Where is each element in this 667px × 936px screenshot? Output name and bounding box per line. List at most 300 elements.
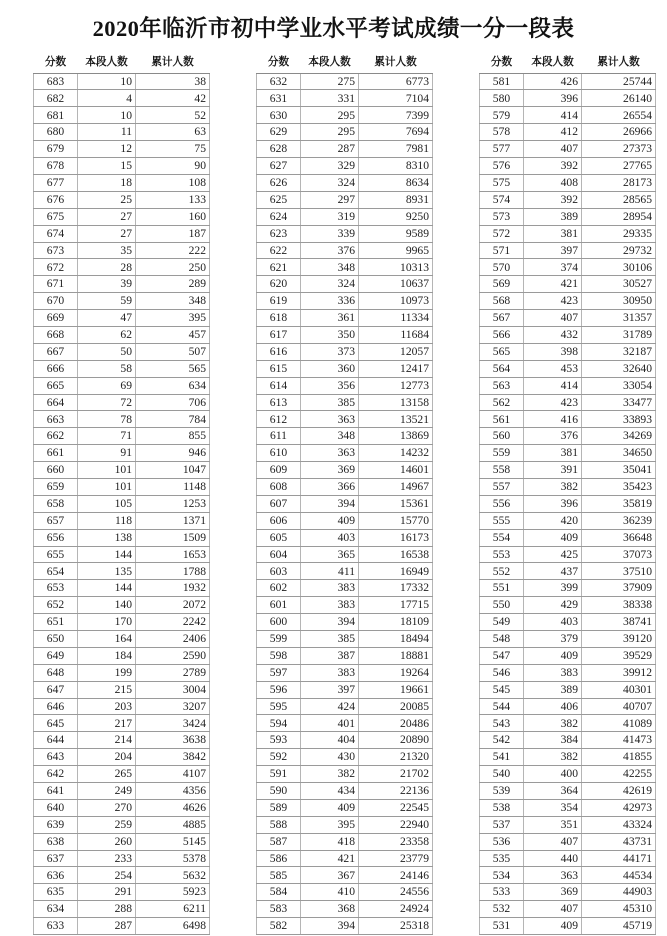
- cell-score: 579: [480, 107, 524, 124]
- table-row: [257, 310, 433, 327]
- cell-segment-count: 11: [78, 124, 136, 141]
- cell-segment-count: 363: [301, 411, 359, 428]
- cell-segment-count: 407: [524, 833, 582, 850]
- cell-segment-count: 392: [524, 158, 582, 175]
- cell-score: 631: [257, 90, 301, 107]
- cell-segment-count: 331: [301, 90, 359, 107]
- cell-cumulative-count: 33054: [582, 377, 656, 394]
- table-row: [34, 360, 210, 377]
- cell-score: 553: [480, 546, 524, 563]
- cell-cumulative-count: 35819: [582, 495, 656, 512]
- cell-segment-count: 360: [301, 360, 359, 377]
- cell-segment-count: 383: [301, 580, 359, 597]
- cell-cumulative-count: 44903: [582, 884, 656, 901]
- cell-score: 587: [257, 833, 301, 850]
- table-row: [480, 833, 656, 850]
- table-row: [480, 512, 656, 529]
- cell-score: 663: [34, 411, 78, 428]
- table-row: [34, 850, 210, 867]
- cell-score: 552: [480, 563, 524, 580]
- table-row: [34, 732, 210, 749]
- cell-segment-count: 10: [78, 73, 136, 90]
- cell-cumulative-count: 12057: [359, 343, 433, 360]
- cell-segment-count: 409: [524, 529, 582, 546]
- cell-cumulative-count: 1253: [136, 495, 210, 512]
- cell-cumulative-count: 44171: [582, 850, 656, 867]
- cell-score: 629: [257, 124, 301, 141]
- cell-score: 653: [34, 580, 78, 597]
- cell-score: 678: [34, 158, 78, 175]
- cell-segment-count: 47: [78, 310, 136, 327]
- cell-cumulative-count: 16538: [359, 546, 433, 563]
- cell-segment-count: 373: [301, 343, 359, 360]
- table-row: [257, 597, 433, 614]
- table-row: [34, 276, 210, 293]
- cell-cumulative-count: 90: [136, 158, 210, 175]
- cell-score: 608: [257, 478, 301, 495]
- cell-segment-count: 27: [78, 208, 136, 225]
- cell-score: 575: [480, 174, 524, 191]
- cell-segment-count: 382: [524, 715, 582, 732]
- table-row: [480, 749, 656, 766]
- cell-cumulative-count: 250: [136, 259, 210, 276]
- cell-cumulative-count: 34269: [582, 428, 656, 445]
- cell-segment-count: 12: [78, 141, 136, 158]
- cell-score: 651: [34, 614, 78, 631]
- table-row: [480, 259, 656, 276]
- cell-score: 614: [257, 377, 301, 394]
- cell-cumulative-count: 30527: [582, 276, 656, 293]
- cell-cumulative-count: 3207: [136, 698, 210, 715]
- table-row: [34, 664, 210, 681]
- table-body: [480, 73, 656, 934]
- cell-segment-count: 421: [524, 276, 582, 293]
- cell-segment-count: 409: [524, 647, 582, 664]
- column-header-score: 分数: [44, 56, 67, 68]
- cell-cumulative-count: 15770: [359, 512, 433, 529]
- cell-segment-count: 425: [524, 546, 582, 563]
- cell-cumulative-count: 39912: [582, 664, 656, 681]
- cell-segment-count: 403: [301, 529, 359, 546]
- table-row: [480, 377, 656, 394]
- cell-score: 633: [34, 918, 78, 935]
- cell-segment-count: 118: [78, 512, 136, 529]
- table-row: [480, 698, 656, 715]
- cell-score: 666: [34, 360, 78, 377]
- cell-cumulative-count: 5632: [136, 867, 210, 884]
- table-row: [257, 529, 433, 546]
- table-row: [257, 377, 433, 394]
- cell-segment-count: 28: [78, 259, 136, 276]
- cell-score: 577: [480, 141, 524, 158]
- column-header-cumulative-count: 累计人数: [374, 56, 417, 68]
- table-row: [257, 647, 433, 664]
- cell-score: 531: [480, 918, 524, 935]
- table-row: [257, 715, 433, 732]
- cell-segment-count: 62: [78, 326, 136, 343]
- table-row: [257, 580, 433, 597]
- cell-cumulative-count: 21702: [359, 766, 433, 783]
- table-row: [480, 563, 656, 580]
- cell-segment-count: 350: [301, 326, 359, 343]
- table-row: [257, 107, 433, 124]
- table-row: [34, 614, 210, 631]
- table-row: [34, 191, 210, 208]
- cell-cumulative-count: 1788: [136, 563, 210, 580]
- cell-segment-count: 383: [301, 664, 359, 681]
- column-header-segment-count: 本段人数: [85, 56, 128, 68]
- table-row: [480, 850, 656, 867]
- cell-cumulative-count: 187: [136, 225, 210, 242]
- cell-score: 616: [257, 343, 301, 360]
- cell-cumulative-count: 6498: [136, 918, 210, 935]
- cell-score: 591: [257, 766, 301, 783]
- cell-segment-count: 411: [301, 563, 359, 580]
- cell-score: 586: [257, 850, 301, 867]
- table-body: [34, 73, 210, 934]
- cell-score: 638: [34, 833, 78, 850]
- cell-segment-count: 429: [524, 597, 582, 614]
- table-row: [34, 563, 210, 580]
- cell-segment-count: 144: [78, 580, 136, 597]
- cell-segment-count: 217: [78, 715, 136, 732]
- cell-cumulative-count: 10637: [359, 276, 433, 293]
- score-table: [33, 57, 210, 935]
- cell-segment-count: 430: [301, 749, 359, 766]
- cell-score: 605: [257, 529, 301, 546]
- cell-score: 654: [34, 563, 78, 580]
- cell-score: 628: [257, 141, 301, 158]
- table-row: [34, 495, 210, 512]
- table-row: [257, 445, 433, 462]
- cell-segment-count: 396: [524, 495, 582, 512]
- cell-segment-count: 437: [524, 563, 582, 580]
- cell-score: 660: [34, 462, 78, 479]
- cell-score: 640: [34, 799, 78, 816]
- table-row: [480, 529, 656, 546]
- cell-cumulative-count: 45719: [582, 918, 656, 935]
- table-row: [257, 242, 433, 259]
- cell-segment-count: 407: [524, 901, 582, 918]
- cell-score: 533: [480, 884, 524, 901]
- table-row: [34, 918, 210, 935]
- cell-segment-count: 78: [78, 411, 136, 428]
- cell-segment-count: 384: [524, 732, 582, 749]
- cell-cumulative-count: 2789: [136, 664, 210, 681]
- cell-segment-count: 400: [524, 766, 582, 783]
- cell-segment-count: 394: [301, 614, 359, 631]
- cell-segment-count: 366: [301, 478, 359, 495]
- cell-score: 561: [480, 411, 524, 428]
- table-row: [34, 208, 210, 225]
- table-row: [257, 462, 433, 479]
- table-row: [34, 546, 210, 563]
- table-row: [34, 749, 210, 766]
- table-body: [257, 73, 433, 934]
- cell-score: 578: [480, 124, 524, 141]
- table-row: [257, 512, 433, 529]
- cell-segment-count: 319: [301, 208, 359, 225]
- cell-score: 667: [34, 343, 78, 360]
- table-row: [257, 681, 433, 698]
- cell-cumulative-count: 31789: [582, 326, 656, 343]
- table-row: [257, 766, 433, 783]
- table-row: [257, 901, 433, 918]
- cell-segment-count: 71: [78, 428, 136, 445]
- cell-cumulative-count: 7399: [359, 107, 433, 124]
- cell-segment-count: 453: [524, 360, 582, 377]
- cell-cumulative-count: 30106: [582, 259, 656, 276]
- cell-cumulative-count: 12773: [359, 377, 433, 394]
- cell-cumulative-count: 12417: [359, 360, 433, 377]
- cell-segment-count: 382: [524, 749, 582, 766]
- table-row: [480, 495, 656, 512]
- cell-segment-count: 72: [78, 394, 136, 411]
- cell-segment-count: 135: [78, 563, 136, 580]
- cell-cumulative-count: 39529: [582, 647, 656, 664]
- cell-cumulative-count: 18494: [359, 630, 433, 647]
- cell-segment-count: 409: [524, 918, 582, 935]
- cell-cumulative-count: 5378: [136, 850, 210, 867]
- cell-segment-count: 401: [301, 715, 359, 732]
- cell-cumulative-count: 28954: [582, 208, 656, 225]
- cell-score: 683: [34, 73, 78, 90]
- table-row: [480, 293, 656, 310]
- cell-segment-count: 426: [524, 73, 582, 90]
- cell-segment-count: 275: [301, 73, 359, 90]
- cell-score: 565: [480, 343, 524, 360]
- cell-segment-count: 101: [78, 478, 136, 495]
- cell-score: 593: [257, 732, 301, 749]
- cell-score: 580: [480, 90, 524, 107]
- cell-segment-count: 170: [78, 614, 136, 631]
- table-row: [257, 749, 433, 766]
- cell-score: 619: [257, 293, 301, 310]
- table-row: [257, 918, 433, 935]
- cell-cumulative-count: 40301: [582, 681, 656, 698]
- cell-segment-count: 381: [524, 225, 582, 242]
- cell-segment-count: 363: [524, 867, 582, 884]
- table-row: [34, 124, 210, 141]
- cell-score: 679: [34, 141, 78, 158]
- column-header-score: 分数: [267, 56, 290, 68]
- cell-score: 644: [34, 732, 78, 749]
- cell-segment-count: 398: [524, 343, 582, 360]
- cell-cumulative-count: 75: [136, 141, 210, 158]
- cell-cumulative-count: 18881: [359, 647, 433, 664]
- cell-cumulative-count: 39120: [582, 630, 656, 647]
- cell-score: 585: [257, 867, 301, 884]
- cell-score: 582: [257, 918, 301, 935]
- cell-score: 539: [480, 783, 524, 800]
- cell-cumulative-count: 38338: [582, 597, 656, 614]
- cell-cumulative-count: 33477: [582, 394, 656, 411]
- cell-segment-count: 348: [301, 259, 359, 276]
- table-row: [480, 394, 656, 411]
- table-row: [34, 377, 210, 394]
- cell-score: 583: [257, 901, 301, 918]
- table-row: [257, 614, 433, 631]
- column-header-cumulative-count: 累计人数: [151, 56, 194, 68]
- table-row: [480, 783, 656, 800]
- table-row: [34, 901, 210, 918]
- table-row: [257, 546, 433, 563]
- cell-cumulative-count: 20085: [359, 698, 433, 715]
- cell-segment-count: 361: [301, 310, 359, 327]
- cell-cumulative-count: 41089: [582, 715, 656, 732]
- cell-segment-count: 407: [524, 141, 582, 158]
- table-row: [34, 867, 210, 884]
- cell-score: 655: [34, 546, 78, 563]
- cell-score: 576: [480, 158, 524, 175]
- cell-segment-count: 396: [524, 90, 582, 107]
- cell-segment-count: 184: [78, 647, 136, 664]
- cell-segment-count: 336: [301, 293, 359, 310]
- cell-segment-count: 254: [78, 867, 136, 884]
- cell-score: 647: [34, 681, 78, 698]
- cell-segment-count: 369: [524, 884, 582, 901]
- cell-score: 618: [257, 310, 301, 327]
- table-row: [34, 326, 210, 343]
- cell-cumulative-count: 23358: [359, 833, 433, 850]
- table-row: [257, 478, 433, 495]
- cell-segment-count: 260: [78, 833, 136, 850]
- cell-cumulative-count: 3004: [136, 681, 210, 698]
- cell-score: 599: [257, 630, 301, 647]
- table-row: [480, 715, 656, 732]
- cell-segment-count: 288: [78, 901, 136, 918]
- cell-cumulative-count: 2072: [136, 597, 210, 614]
- cell-segment-count: 58: [78, 360, 136, 377]
- cell-segment-count: 409: [301, 799, 359, 816]
- cell-segment-count: 214: [78, 732, 136, 749]
- cell-cumulative-count: 706: [136, 394, 210, 411]
- cell-score: 545: [480, 681, 524, 698]
- cell-segment-count: 382: [301, 766, 359, 783]
- cell-cumulative-count: 24146: [359, 867, 433, 884]
- cell-cumulative-count: 3638: [136, 732, 210, 749]
- cell-cumulative-count: 6211: [136, 901, 210, 918]
- cell-score: 621: [257, 259, 301, 276]
- cell-cumulative-count: 14232: [359, 445, 433, 462]
- cell-score: 641: [34, 783, 78, 800]
- cell-score: 670: [34, 293, 78, 310]
- table-row: [480, 478, 656, 495]
- cell-score: 669: [34, 310, 78, 327]
- cell-cumulative-count: 133: [136, 191, 210, 208]
- table-row: [480, 90, 656, 107]
- cell-cumulative-count: 10313: [359, 259, 433, 276]
- cell-cumulative-count: 30950: [582, 293, 656, 310]
- cell-segment-count: 324: [301, 276, 359, 293]
- cell-cumulative-count: 2242: [136, 614, 210, 631]
- cell-segment-count: 434: [301, 783, 359, 800]
- cell-segment-count: 233: [78, 850, 136, 867]
- cell-cumulative-count: 1509: [136, 529, 210, 546]
- cell-segment-count: 215: [78, 681, 136, 698]
- cell-cumulative-count: 24556: [359, 884, 433, 901]
- cell-score: 538: [480, 799, 524, 816]
- cell-score: 650: [34, 630, 78, 647]
- cell-score: 642: [34, 766, 78, 783]
- cell-cumulative-count: 14601: [359, 462, 433, 479]
- cell-score: 559: [480, 445, 524, 462]
- cell-score: 662: [34, 428, 78, 445]
- cell-cumulative-count: 1653: [136, 546, 210, 563]
- cell-score: 680: [34, 124, 78, 141]
- cell-segment-count: 291: [78, 884, 136, 901]
- cell-segment-count: 420: [524, 512, 582, 529]
- cell-score: 607: [257, 495, 301, 512]
- cell-segment-count: 203: [78, 698, 136, 715]
- table-row: [34, 141, 210, 158]
- table-row: [257, 833, 433, 850]
- cell-score: 567: [480, 310, 524, 327]
- table-row: [257, 884, 433, 901]
- cell-cumulative-count: 5145: [136, 833, 210, 850]
- cell-segment-count: 409: [301, 512, 359, 529]
- cell-segment-count: 407: [524, 310, 582, 327]
- cell-cumulative-count: 43324: [582, 816, 656, 833]
- cell-cumulative-count: 2406: [136, 630, 210, 647]
- cell-cumulative-count: 11684: [359, 326, 433, 343]
- table-header: [34, 57, 210, 73]
- cell-score: 570: [480, 259, 524, 276]
- cell-segment-count: 423: [524, 293, 582, 310]
- cell-segment-count: 140: [78, 597, 136, 614]
- cell-segment-count: 394: [301, 918, 359, 935]
- table-row: [480, 614, 656, 631]
- table-row: [480, 107, 656, 124]
- cell-cumulative-count: 17715: [359, 597, 433, 614]
- cell-score: 550: [480, 597, 524, 614]
- table-row: [480, 174, 656, 191]
- cell-cumulative-count: 108: [136, 174, 210, 191]
- table-row: [34, 783, 210, 800]
- cell-segment-count: 412: [524, 124, 582, 141]
- cell-cumulative-count: 1148: [136, 478, 210, 495]
- cell-score: 652: [34, 597, 78, 614]
- table-row: [480, 73, 656, 90]
- cell-cumulative-count: 42619: [582, 783, 656, 800]
- cell-segment-count: 374: [524, 259, 582, 276]
- table-row: [34, 478, 210, 495]
- table-row: [257, 360, 433, 377]
- table-row: [257, 90, 433, 107]
- cell-segment-count: 354: [524, 799, 582, 816]
- cell-score: 592: [257, 749, 301, 766]
- cell-cumulative-count: 8931: [359, 191, 433, 208]
- table-row: [480, 647, 656, 664]
- cell-cumulative-count: 36239: [582, 512, 656, 529]
- cell-segment-count: 329: [301, 158, 359, 175]
- cell-segment-count: 287: [301, 141, 359, 158]
- cell-segment-count: 295: [301, 107, 359, 124]
- cell-score: 600: [257, 614, 301, 631]
- cell-segment-count: 101: [78, 462, 136, 479]
- cell-score: 557: [480, 478, 524, 495]
- table-row: [34, 445, 210, 462]
- cell-cumulative-count: 13158: [359, 394, 433, 411]
- cell-score: 558: [480, 462, 524, 479]
- cell-segment-count: 385: [301, 394, 359, 411]
- table-row: [34, 174, 210, 191]
- cell-cumulative-count: 160: [136, 208, 210, 225]
- cell-segment-count: 69: [78, 377, 136, 394]
- table-row: [257, 158, 433, 175]
- cell-cumulative-count: 7981: [359, 141, 433, 158]
- table-row: [257, 259, 433, 276]
